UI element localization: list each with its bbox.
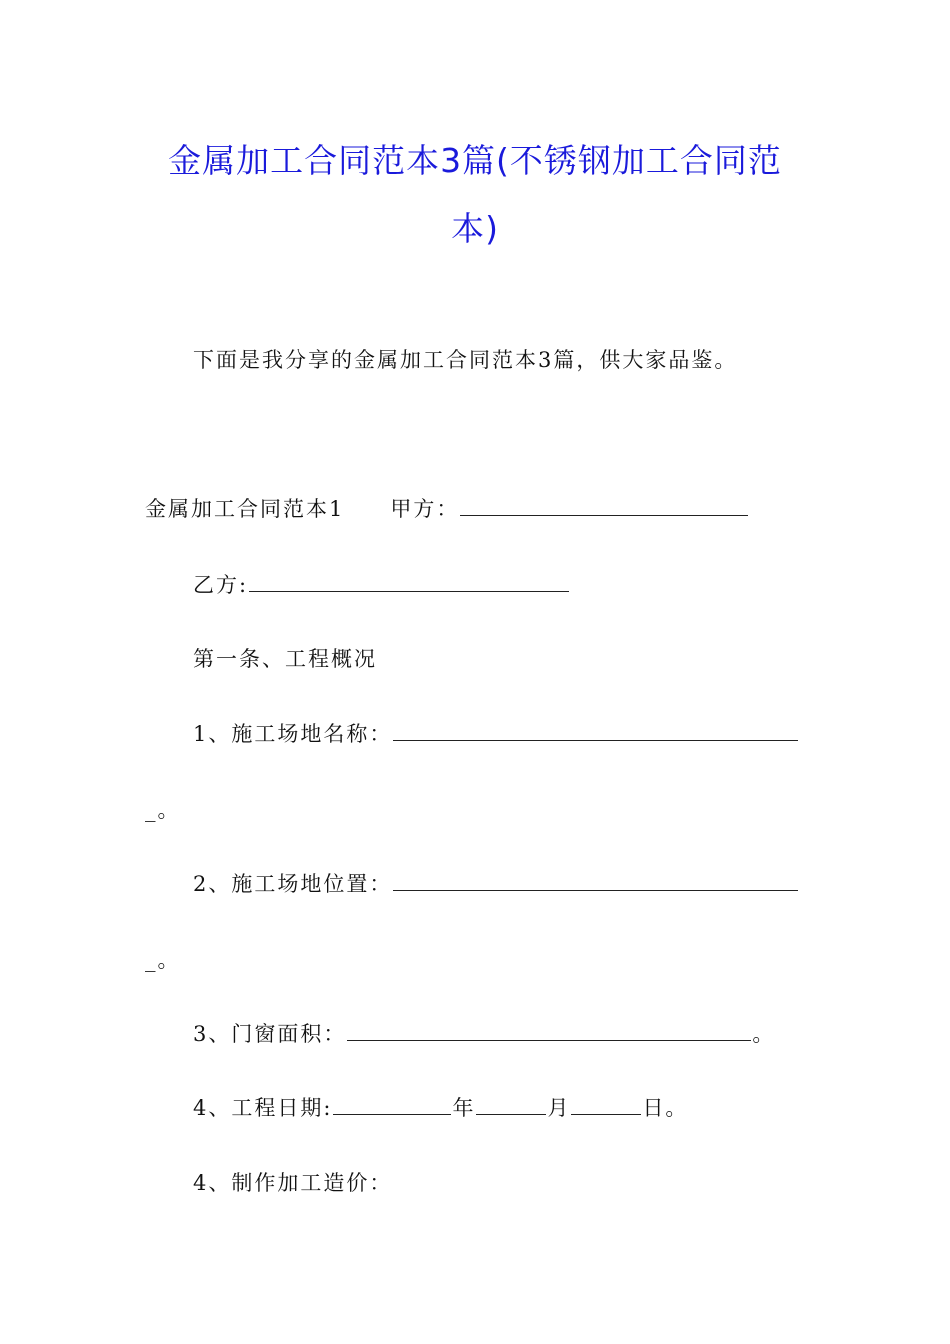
article-1-heading: 第一条、工程概况 (193, 647, 377, 671)
year-blank[interactable] (333, 1094, 451, 1115)
intro-paragraph: 下面是我分享的金属加工合同范本3篇，供大家品鉴。 (193, 348, 738, 372)
contract-heading-row (145, 494, 749, 524)
item-1-label: 1、施工场地名称： (193, 722, 393, 746)
item-4-label: 4、工程日期: (193, 1096, 333, 1120)
party-a-blank[interactable] (460, 495, 748, 516)
item-5-row: 4、制作加工造价： (193, 1171, 393, 1195)
item-3-blank[interactable] (347, 1020, 751, 1041)
item-3-end: 。 (752, 1022, 776, 1046)
item-1-end: _。 (145, 798, 181, 822)
item-4-row (193, 1093, 688, 1123)
item-1-row (193, 719, 799, 749)
item-2-blank[interactable] (393, 870, 798, 891)
document-title-line-2: 本) (451, 209, 499, 248)
party-b-label: 乙方: (193, 573, 249, 597)
item-2-label: 2、施工场地位置： (193, 872, 393, 896)
item-2-row (193, 869, 799, 899)
contract-heading: 金属加工合同范本1 (145, 497, 345, 521)
item-2-end: _。 (145, 948, 181, 972)
party-b-blank[interactable] (249, 571, 569, 592)
item-1-blank[interactable] (393, 720, 798, 741)
month-label: 月 (547, 1096, 571, 1120)
party-a-label: 甲方： (390, 497, 460, 521)
year-label: 年 (452, 1096, 476, 1120)
item-3-row (193, 1019, 775, 1049)
day-label: 日。 (642, 1096, 689, 1120)
day-blank[interactable] (571, 1094, 641, 1115)
month-blank[interactable] (476, 1094, 546, 1115)
item-3-label: 3、门窗面积： (193, 1022, 347, 1046)
document-title-line-1: 金属加工合同范本3篇(不锈钢加工合同范 (168, 141, 782, 180)
party-b-row (193, 570, 570, 600)
